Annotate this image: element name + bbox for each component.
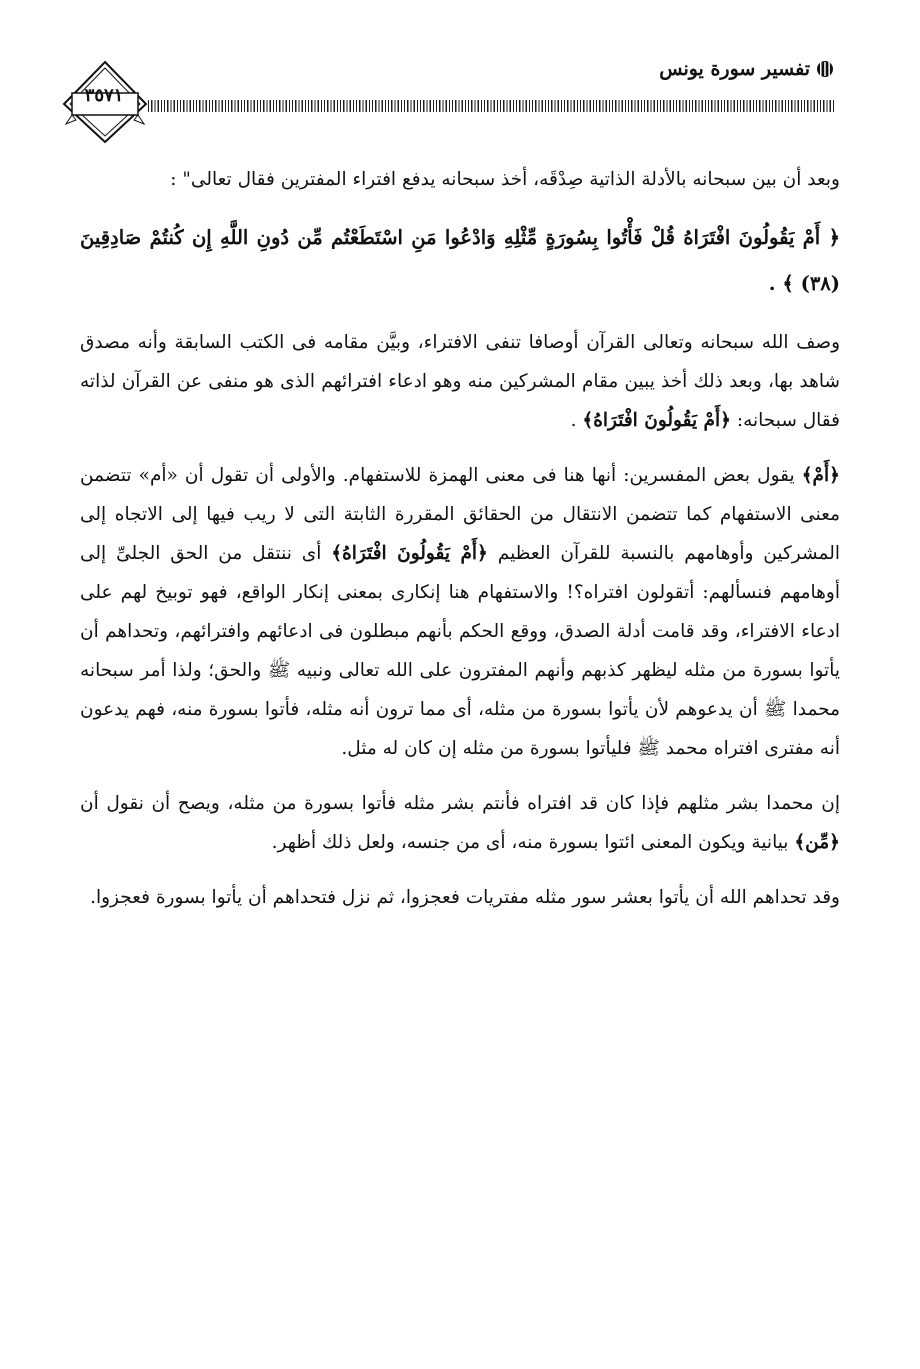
intro-paragraph: وبعد أن بين سبحانه بالأدلة الذاتية صِدْقَه، أخذ سبحانه يدفع افتراء المفترين فقال تعالى" : <box>170 169 840 190</box>
paragraph-1-text: وصف الله سبحانه وتعالى القرآن أوصافا تنفى الافتراء، وبيَّن مقامه فى الكتب السابقة وأنه مصدق شاهد بها، وبعد ذلك أخذ يبين مقام المشركين منه وهو ادعاء افترائهم الذى هو منفى عن القرآن لذاته فقال سبحانه: <box>80 332 840 431</box>
quran-quote: ﴿أَمْ يَقُولُونَ افْتَرَاهُ﴾ <box>582 410 731 431</box>
quran-quote: ﴿أَمْ﴾ <box>801 465 840 486</box>
running-header-title: تفسير سورة يونس <box>659 58 810 80</box>
quran-quote: ﴿أَمْ يَقُولُونَ افْتَرَاهُ﴾ <box>331 543 488 564</box>
quran-verse: ﴿ أَمْ يَقُولُونَ افْتَرَاهُ قُلْ فَأْتُوا بِسُورَةٍ مِّثْلِهِ وَادْعُوا مَنِ اسْتَطَعْتُم مِّن دُونِ اللَّهِ إِن كُنتُمْ صَادِقِينَ (٣٨) ﴾ . <box>80 226 840 295</box>
paragraph-1: وصف الله سبحانه وتعالى القرآن أوصافا تنفى الافتراء، وبيَّن مقامه فى الكتب السابقة وأنه مصدق شاهد بها، وبعد ذلك أخذ يبين مقام المشركين منه وهو ادعاء افترائهم الذى هو منفى عن القرآن لذاته فقال سبحانه: ﴿أَمْ يَقُولُونَ افْتَرَاهُ﴾ . <box>80 332 840 431</box>
paragraph-2-text-b: أى ننتقل من الحق الجلىِّ إلى أوهامهم فنسألهم: أتقولون افتراه؟! والاستفهام هنا إنكارى بمعنى إنكار الواقع، فهو توبيخ لهم على ادعاء الافتراء، وقد قامت أدلة الصدق، ووقع الحكم بأنهم مبطلون فى ادعائهم وافترائهم، وتحداهم أن يأتوا بسورة من مثله ليظهر كذبهم وأنهم المفترون على الله تعالى ونبيه ﷺ والحق؛ ولذا أمر سبحانه محمدا ﷺ أن يدعوهم لأن يأتوا بسورة من مثله، أى مما ترون أنه مثله، فأتوا بسورة منه، فهم يدعون أنه مفترى افتراه محمد ﷺ فليأتوا بسورة من مثله إن كان له مثل. <box>80 543 840 759</box>
paragraph-2-text-a: يقول بعض المفسرين: أنها هنا فى معنى الهمزة للاستفهام. والأولى أن تقول أن «أم» تتضمن معنى الاستفهام كما تتضمن الانتقال من الحقائق المقررة الثابتة التى لا ريب فيها إلى الاتجاه إلى المشركين وأوهامهم بالنسبة للقرآن العظيم <box>80 465 840 564</box>
header-rule <box>148 100 834 112</box>
paragraph-2 <box>80 456 840 768</box>
quran-quote: ﴿مِّن﴾ <box>794 832 840 853</box>
page-body <box>80 160 840 933</box>
paragraph-3-text-b: بيانية ويكون المعنى ائتوا بسورة منه، أى من جنسه، ولعل ذلك أظهر. <box>271 832 789 853</box>
ornament-icon <box>816 60 834 78</box>
page-number: ٣٥٧١ <box>84 85 124 106</box>
paragraph-4: وقد تحداهم الله أن يأتوا بعشر سور مثله مفتريات فعجزوا، ثم نزل فتحداهم أن يأتوا بسورة فعجزوا. <box>90 887 840 908</box>
paragraph-3 <box>80 784 840 862</box>
paragraph-3-text-a: إن محمدا بشر مثلهم فإذا كان قد افتراه فأنتم بشر مثله فأتوا بسورة من مثله، ويصح أن نقول أن <box>80 793 840 814</box>
